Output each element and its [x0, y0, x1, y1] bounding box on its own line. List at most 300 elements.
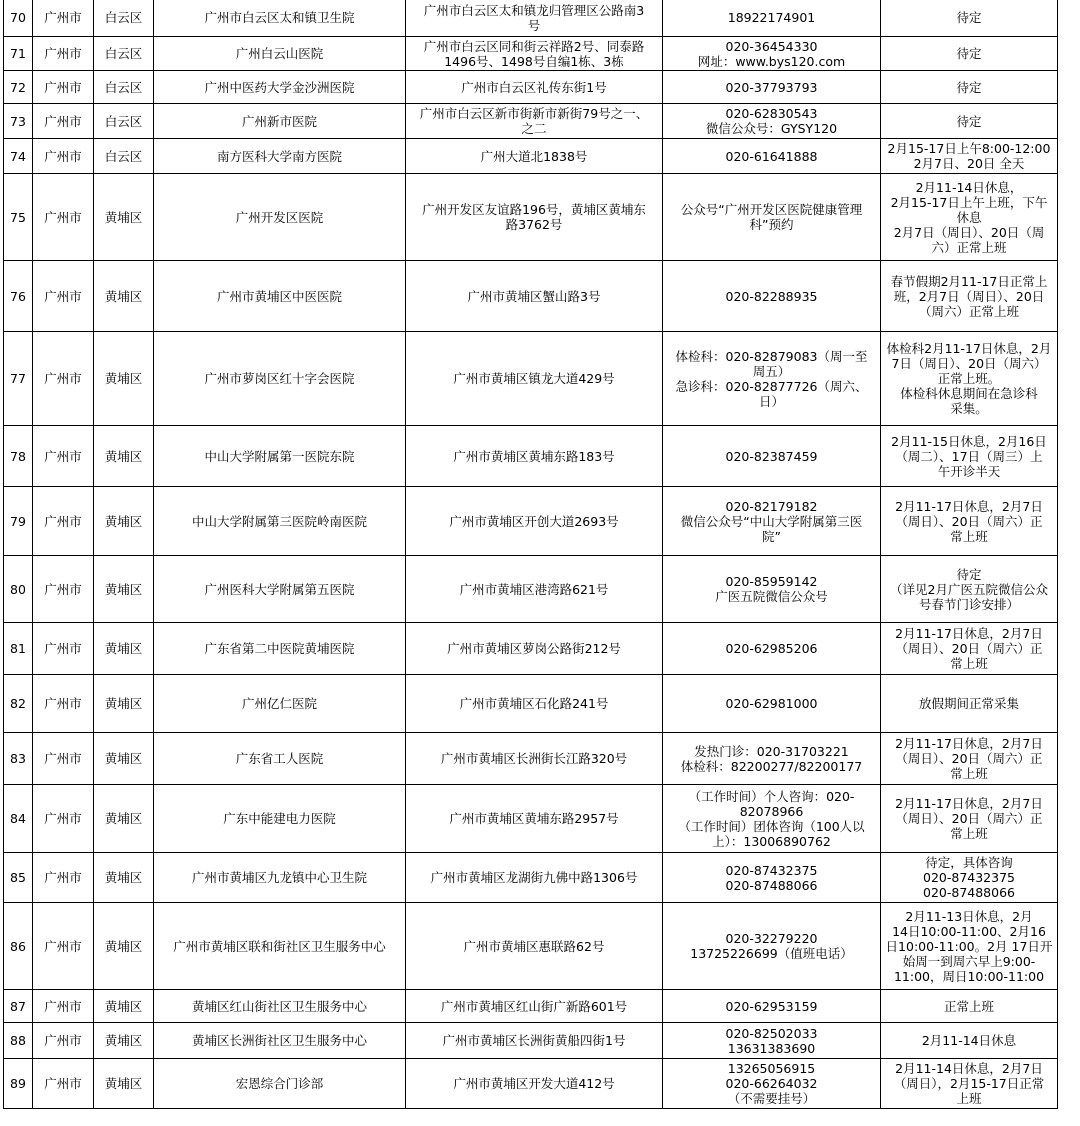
row-number: 81: [10, 641, 26, 656]
city: 广州市: [44, 288, 82, 304]
schedule-cell: [881, 785, 1058, 853]
row-number-cell: [4, 903, 33, 990]
schedule-cell: [881, 1023, 1058, 1059]
address: 广州市白云区同和街云祥路2号、同泰路 1496号、1498号自编1栋、3栋: [423, 38, 645, 69]
schedule-cell: [881, 487, 1058, 556]
contact-cell: [663, 37, 881, 71]
hospital-name: 南方医科大学南方医院: [216, 148, 342, 164]
schedule: 2月11-17日休息，2月7日 （周日）、20日（周六）正 常上班: [895, 796, 1043, 841]
contact: 公众号“广州开发区医院健康管理 科”预约: [680, 202, 863, 232]
hospital-name: 广东省第二中医院黄埔医院: [204, 641, 355, 656]
district: 黄埔区: [104, 870, 143, 885]
address: 广州市白云区太和镇龙归管理区公路南3 号: [423, 2, 645, 33]
district: 黄埔区: [104, 209, 143, 225]
district-cell: [94, 1059, 154, 1109]
hospital-name-cell: [154, 487, 406, 556]
table-row: [4, 332, 1058, 426]
address: 广州市黄埔区龙湖街九佛中路1306号: [430, 870, 638, 885]
schedule: 2月11-17日休息，2月7日 （周日）、20日（周六）正 常上班: [895, 626, 1043, 671]
contact: 020-62981000: [725, 696, 818, 711]
hospital-name: 广州市萝岗区红十字会医院: [204, 371, 355, 386]
hospital-name: 广州市黄埔区联和街社区卫生服务中心: [173, 938, 386, 954]
address-cell: [406, 903, 663, 990]
address-cell: [406, 104, 663, 139]
district: 白云区: [104, 113, 143, 129]
schedule: 待定: [956, 79, 982, 95]
row-number: 87: [10, 998, 26, 1014]
address: 广州市黄埔区惠联路62号: [463, 938, 605, 954]
address-cell: [406, 675, 663, 733]
schedule: 2月11-14日休息， 2月15-17日上午上班，下午 休息 2月7日（周日）、20日（周 六）正常上班: [890, 179, 1048, 255]
table-body: [4, 0, 1058, 1109]
district-cell: [94, 487, 154, 556]
contact: 18922174901: [727, 10, 816, 25]
district: 白云区: [104, 79, 143, 95]
district: 黄埔区: [104, 448, 143, 464]
district-cell: [94, 37, 154, 71]
contact: 体检科：020-82879083（周一至 周五） 急诊科：020-82877726（周六、 日）: [675, 348, 868, 409]
city-cell: [33, 426, 94, 487]
row-number-cell: [4, 261, 33, 332]
hospital-name: 广州中医药大学金沙洲医院: [204, 79, 355, 95]
district: 白云区: [104, 10, 143, 25]
contact-cell: [663, 487, 881, 556]
contact-cell: [663, 785, 881, 853]
city: 广州市: [44, 10, 82, 25]
row-number-cell: [4, 426, 33, 487]
table-row: [4, 37, 1058, 71]
city-cell: [33, 675, 94, 733]
district-cell: [94, 174, 154, 261]
row-number: 88: [10, 1033, 26, 1048]
district-cell: [94, 785, 154, 853]
district-cell: [94, 139, 154, 174]
district-cell: [94, 1023, 154, 1059]
contact: 020-82502033 13631383690: [725, 1025, 818, 1056]
schedule-cell: [881, 0, 1058, 37]
row-number: 78: [10, 448, 26, 464]
hospital-name-cell: [154, 426, 406, 487]
city-cell: [33, 990, 94, 1023]
city: 广州市: [44, 46, 82, 61]
hospital-name-cell: [154, 71, 406, 104]
address: 广州市黄埔区镇龙大道429号: [453, 371, 615, 386]
table-row: [4, 104, 1058, 139]
table-row: [4, 556, 1058, 623]
row-number: 86: [10, 938, 26, 954]
schedule: 待定 （详见2月广医五院微信公众 号春节门诊安排）: [890, 566, 1048, 612]
hospital-name-cell: [154, 139, 406, 174]
row-number: 76: [10, 288, 26, 304]
schedule-cell: [881, 675, 1058, 733]
address-cell: [406, 623, 663, 675]
schedule-cell: [881, 853, 1058, 903]
address: 广州大道北1838号: [480, 148, 588, 164]
contact-cell: [663, 1059, 881, 1109]
city-cell: [33, 487, 94, 556]
contact-cell: [663, 990, 881, 1023]
district: 黄埔区: [104, 938, 143, 954]
district: 黄埔区: [104, 513, 143, 529]
city: 广州市: [44, 998, 82, 1014]
table-row: [4, 1023, 1058, 1059]
hospital-name: 广州市白云区太和镇卫生院: [204, 10, 355, 25]
address: 广州市黄埔区长洲街长江路320号: [440, 751, 628, 766]
district: 黄埔区: [104, 1076, 143, 1091]
city: 广州市: [44, 448, 82, 464]
district: 黄埔区: [104, 811, 143, 826]
city: 广州市: [44, 811, 82, 826]
district-cell: [94, 903, 154, 990]
row-number: 80: [10, 581, 26, 597]
row-number: 73: [10, 113, 26, 129]
contact: 020-87432375 020-87488066: [725, 862, 818, 893]
address-cell: [406, 261, 663, 332]
address-cell: [406, 37, 663, 71]
city-cell: [33, 104, 94, 139]
city: 广州市: [44, 938, 82, 954]
schedule: 2月11-17日休息，2月7日 （周日）、20日（周六）正 常上班: [895, 498, 1043, 544]
hospital-name-cell: [154, 853, 406, 903]
schedule-cell: [881, 104, 1058, 139]
table-row: [4, 990, 1058, 1023]
district-cell: [94, 675, 154, 733]
row-number-cell: [4, 487, 33, 556]
hospital-name-cell: [154, 261, 406, 332]
district-cell: [94, 853, 154, 903]
hospital-name: 广州市黄埔区九龙镇中心卫生院: [191, 870, 367, 885]
address-cell: [406, 426, 663, 487]
contact: 020-37793793: [725, 79, 818, 95]
city-cell: [33, 261, 94, 332]
row-number-cell: [4, 990, 33, 1023]
district-cell: [94, 733, 154, 785]
city-cell: [33, 139, 94, 174]
row-number-cell: [4, 733, 33, 785]
schedule: 2月11-13日休息，2月 14日10:00-11:00、2月16 日10:00-11:00。2月 17日开 始周一到周六早上9:00- 11:00，周日10:00-11:00: [885, 908, 1053, 984]
district: 黄埔区: [104, 371, 143, 386]
district: 白云区: [104, 46, 143, 61]
hospital-name: 广州开发区医院: [235, 209, 324, 225]
row-number: 72: [10, 79, 26, 95]
district-cell: [94, 990, 154, 1023]
address: 广州市白云区礼传东街1号: [461, 79, 607, 95]
contact-cell: [663, 733, 881, 785]
address-cell: [406, 71, 663, 104]
contact-cell: [663, 139, 881, 174]
address-cell: [406, 853, 663, 903]
city: 广州市: [44, 148, 82, 164]
city-cell: [33, 174, 94, 261]
row-number-cell: [4, 1059, 33, 1109]
row-number-cell: [4, 556, 33, 623]
city: 广州市: [44, 113, 82, 129]
district: 黄埔区: [104, 1033, 143, 1048]
contact-cell: [663, 1023, 881, 1059]
table-row: [4, 426, 1058, 487]
row-number: 71: [10, 46, 26, 61]
district-cell: [94, 556, 154, 623]
address-cell: [406, 556, 663, 623]
hospital-name: 广东省工人医院: [235, 751, 324, 766]
contact: 020-62953159: [725, 998, 818, 1014]
hospital-name-cell: [154, 1023, 406, 1059]
address-cell: [406, 733, 663, 785]
schedule: 2月11-17日休息，2月7日 （周日）、20日（周六）正 常上班: [895, 736, 1043, 781]
contact: 020-61641888: [725, 148, 818, 164]
schedule-cell: [881, 174, 1058, 261]
district-cell: [94, 104, 154, 139]
row-number-cell: [4, 623, 33, 675]
district: 黄埔区: [104, 641, 143, 656]
contact-cell: [663, 104, 881, 139]
table-row: [4, 1059, 1058, 1109]
row-number-cell: [4, 1023, 33, 1059]
city-cell: [33, 1059, 94, 1109]
schedule: 待定: [956, 113, 982, 129]
schedule-cell: [881, 556, 1058, 623]
table-row: [4, 623, 1058, 675]
hospital-name: 广东中能建电力医院: [223, 811, 336, 826]
address: 广州市黄埔区黄埔东路183号: [453, 448, 615, 464]
table-row: [4, 139, 1058, 174]
schedule: 2月15-17日上午8:00-12:00 2月7日、20日 全天: [887, 141, 1051, 171]
contact: 020-62830543 微信公众号：GYSY120: [705, 106, 838, 136]
table-row: [4, 0, 1058, 37]
schedule-cell: [881, 903, 1058, 990]
address: 广州市黄埔区石化路241号: [459, 696, 609, 711]
city: 广州市: [44, 581, 82, 597]
district: 白云区: [104, 148, 143, 164]
row-number: 74: [10, 148, 26, 164]
schedule-cell: [881, 332, 1058, 426]
contact: 020-82288935: [725, 288, 818, 304]
district-cell: [94, 623, 154, 675]
address: 广州市黄埔区港湾路621号: [459, 581, 609, 597]
row-number: 83: [10, 751, 26, 766]
row-number-cell: [4, 0, 33, 37]
row-number-cell: [4, 785, 33, 853]
schedule: 2月11-15日休息，2月16日 （周二）、17日（周三）上 午开诊半天: [891, 433, 1047, 479]
city: 广州市: [44, 1033, 82, 1048]
district-cell: [94, 71, 154, 104]
city: 广州市: [44, 209, 82, 225]
hospital-name-cell: [154, 174, 406, 261]
table-row: [4, 853, 1058, 903]
contact: 020-85959142 广医五院微信公众号: [715, 574, 828, 604]
table-row: [4, 785, 1058, 853]
table-row: [4, 487, 1058, 556]
hospital-name-cell: [154, 556, 406, 623]
hospital-table: [3, 0, 1058, 1109]
contact-cell: [663, 903, 881, 990]
contact: （工作时间）个人咨询：020- 82078966 （工作时间）团体咨询（100人以 上）：13006890762: [678, 788, 865, 849]
schedule: 2月11-14日休息，2月7日 （周日），2月15-17日正常 上班: [893, 1061, 1045, 1106]
hospital-name-cell: [154, 332, 406, 426]
address: 广州市黄埔区长洲街黄船四街1号: [442, 1033, 626, 1048]
contact-cell: [663, 556, 881, 623]
row-number: 70: [10, 10, 26, 25]
schedule-cell: [881, 261, 1058, 332]
city-cell: [33, 623, 94, 675]
row-number-cell: [4, 104, 33, 139]
row-number: 84: [10, 811, 26, 826]
city-cell: [33, 71, 94, 104]
city: 广州市: [44, 79, 82, 95]
schedule-cell: [881, 139, 1058, 174]
hospital-name-cell: [154, 733, 406, 785]
city-cell: [33, 1023, 94, 1059]
contact-cell: [663, 261, 881, 332]
hospital-name-cell: [154, 37, 406, 71]
schedule: 春节假期2月11-17日正常上 班，2月7日（周日）、20日 （周六）正常上班: [890, 273, 1048, 319]
city-cell: [33, 0, 94, 37]
hospital-name-cell: [154, 990, 406, 1023]
city: 广州市: [44, 641, 82, 656]
district-cell: [94, 0, 154, 37]
address-cell: [406, 487, 663, 556]
contact-cell: [663, 174, 881, 261]
city: 广州市: [44, 696, 82, 711]
table-row: [4, 903, 1058, 990]
address-cell: [406, 0, 663, 37]
contact: 020-82387459: [725, 448, 818, 464]
row-number: 75: [10, 209, 26, 225]
hospital-name: 中山大学附属第三医院岭南医院: [191, 513, 367, 529]
schedule-cell: [881, 1059, 1058, 1109]
address: 广州市黄埔区开发大道412号: [453, 1076, 615, 1091]
city: 广州市: [44, 751, 82, 766]
address-cell: [406, 1059, 663, 1109]
address: 广州市黄埔区红山街广新路601号: [440, 998, 628, 1014]
city-cell: [33, 332, 94, 426]
address: 广州市黄埔区开创大道2693号: [449, 513, 619, 529]
city-cell: [33, 853, 94, 903]
contact-cell: [663, 675, 881, 733]
row-number-cell: [4, 174, 33, 261]
row-number: 89: [10, 1076, 26, 1091]
address-cell: [406, 332, 663, 426]
contact-cell: [663, 426, 881, 487]
schedule: 正常上班: [943, 998, 994, 1014]
address-cell: [406, 785, 663, 853]
schedule-cell: [881, 426, 1058, 487]
hospital-name: 广州市黄埔区中医医院: [216, 288, 342, 304]
city: 广州市: [44, 513, 82, 529]
schedule: 放假期间正常采集: [918, 696, 1019, 711]
city: 广州市: [44, 1076, 82, 1091]
contact: 020-82179182 微信公众号“中山大学附属第三医 院”: [680, 498, 863, 544]
hospital-name-cell: [154, 675, 406, 733]
schedule: 体检科2月11-17日休息，2月 7日（周日）、20日（周六） 正常上班。 体检科休息期间在急诊科 采集。: [886, 341, 1052, 416]
table-row: [4, 261, 1058, 332]
hospital-name: 广州亿仁医院: [241, 696, 317, 711]
hospital-name-cell: [154, 903, 406, 990]
schedule-cell: [881, 71, 1058, 104]
hospital-name: 广州医科大学附属第五医院: [204, 581, 355, 597]
address: 广州市黄埔区黄埔东路2957号: [449, 811, 619, 826]
address-cell: [406, 990, 663, 1023]
address-cell: [406, 139, 663, 174]
hospital-name-cell: [154, 1059, 406, 1109]
contact-cell: [663, 71, 881, 104]
district: 黄埔区: [104, 696, 143, 711]
address: 广州开发区友谊路196号，黄埔区黄埔东 路3762号: [422, 202, 646, 232]
hospital-name: 广州白云山医院: [235, 46, 324, 61]
row-number-cell: [4, 71, 33, 104]
district: 黄埔区: [104, 751, 143, 766]
contact: 020-32279220 13725226699（值班电话）: [690, 931, 853, 961]
table-row: [4, 733, 1058, 785]
hospital-name-cell: [154, 104, 406, 139]
city-cell: [33, 556, 94, 623]
schedule-cell: [881, 990, 1058, 1023]
contact-cell: [663, 853, 881, 903]
district: 黄埔区: [104, 581, 143, 597]
city-cell: [33, 733, 94, 785]
hospital-name-cell: [154, 0, 406, 37]
city: 广州市: [44, 371, 82, 386]
table-row: [4, 174, 1058, 261]
table-row: [4, 71, 1058, 104]
address-cell: [406, 1023, 663, 1059]
city: 广州市: [44, 870, 82, 885]
schedule: 2月11-14日休息: [921, 1033, 1017, 1048]
contact-cell: [663, 623, 881, 675]
district: 黄埔区: [104, 998, 143, 1014]
hospital-name-cell: [154, 785, 406, 853]
row-number: 85: [10, 870, 26, 885]
row-number-cell: [4, 853, 33, 903]
contact-cell: [663, 332, 881, 426]
schedule-cell: [881, 623, 1058, 675]
row-number-cell: [4, 332, 33, 426]
hospital-name: 黄埔区长洲街社区卫生服务中心: [191, 1033, 367, 1048]
row-number: 79: [10, 513, 26, 529]
hospital-name: 中山大学附属第一医院东院: [204, 448, 355, 464]
address-cell: [406, 174, 663, 261]
district: 黄埔区: [104, 288, 143, 304]
hospital-name: 宏恩综合门诊部: [235, 1076, 324, 1091]
district-cell: [94, 426, 154, 487]
hospital-name: 广州新市医院: [241, 113, 317, 129]
schedule-cell: [881, 37, 1058, 71]
contact: 020-62985206: [725, 641, 818, 656]
city-cell: [33, 903, 94, 990]
schedule: 待定: [956, 10, 982, 25]
row-number-cell: [4, 37, 33, 71]
table-row: [4, 675, 1058, 733]
schedule-cell: [881, 733, 1058, 785]
row-number-cell: [4, 675, 33, 733]
hospital-name: 黄埔区红山街社区卫生服务中心: [191, 998, 367, 1014]
contact-cell: [663, 0, 881, 37]
contact: 020-36454330 网址：www.bys120.com: [697, 38, 846, 69]
contact: 13265056915 020-66264032 （不需要挂号）: [725, 1061, 818, 1106]
district-cell: [94, 332, 154, 426]
schedule: 待定: [956, 46, 982, 61]
city-cell: [33, 785, 94, 853]
contact: 发热门诊：020-31703221 体检科：82200277/82200177: [680, 743, 863, 774]
address: 广州市白云区新市街新市新街79号之一、 之二: [419, 106, 649, 136]
district-cell: [94, 261, 154, 332]
city-cell: [33, 37, 94, 71]
row-number-cell: [4, 139, 33, 174]
address: 广州市黄埔区蟹山路3号: [467, 288, 601, 304]
row-number: 77: [10, 371, 26, 386]
address: 广州市黄埔区萝岗公路街212号: [447, 641, 621, 656]
row-number: 82: [10, 696, 26, 711]
